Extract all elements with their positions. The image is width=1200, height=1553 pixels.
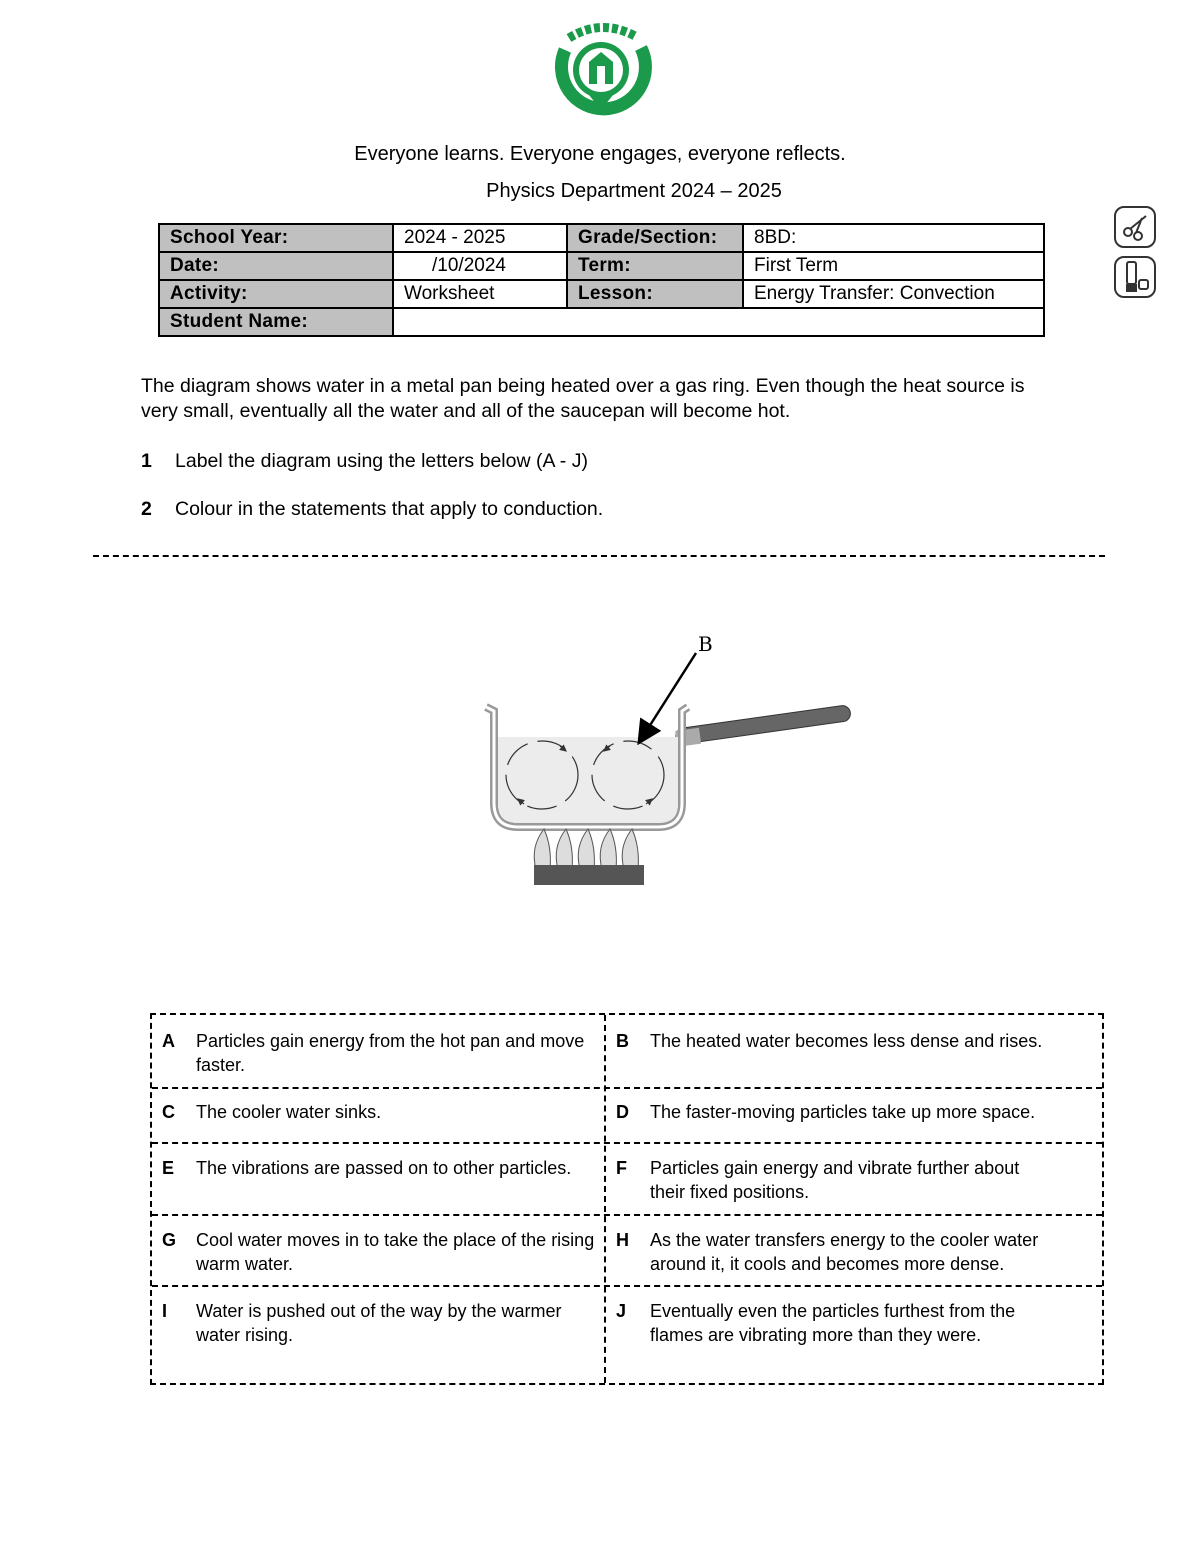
diagram-label-b: B [698, 632, 713, 656]
cut-line-row-4 [152, 1285, 1102, 1287]
card-letter: E [162, 1158, 175, 1178]
cut-line [93, 555, 1105, 557]
department-title: Physics Department 2024 – 2025 [486, 180, 782, 202]
saucepan-diagram [470, 625, 870, 895]
term-label: Term: [567, 252, 743, 280]
card-letter: D [616, 1102, 629, 1122]
student-name-field[interactable] [393, 308, 1044, 336]
student-name-label: Student Name: [159, 308, 393, 336]
card-text: The faster-moving particles take up more space. [650, 1102, 1036, 1122]
card-letter: J [616, 1301, 627, 1321]
cut-line-row-2 [152, 1142, 1102, 1144]
grade-label: Grade/Section: [567, 224, 743, 252]
card-text: Particles gain energy and vibrate further about their fixed positions. [650, 1158, 1020, 1202]
card-text: Water is pushed out of the way by the warmer water rising. [196, 1301, 562, 1345]
date-value[interactable]: /10/2024 [393, 252, 567, 280]
question-2-text: Colour in the statements that apply to conduction. [175, 498, 604, 520]
cut-line-vertical [604, 1015, 606, 1383]
card-text: The vibrations are passed on to other particles. [196, 1158, 572, 1178]
question-1-text: Label the diagram using the letters below (A - J) [175, 450, 588, 472]
date-label: Date: [159, 252, 393, 280]
cut-line-row-1 [152, 1087, 1102, 1089]
info-table [158, 223, 1045, 337]
card-text: Cool water moves in to take the place of the rising warm water. [196, 1230, 595, 1274]
intro-text: The diagram shows water in a metal pan being heated over a gas ring. Even though the heat source is very small, eventually all the water and all of the saucepan will become hot. [141, 375, 1025, 422]
scissors-glue-icon [1114, 206, 1156, 248]
card-letter: A [162, 1031, 175, 1051]
activity-label: Activity: [159, 280, 393, 308]
card-letter: I [162, 1301, 168, 1321]
school-year-value: 2024 - 2025 [393, 224, 567, 252]
glue-stick-icon [1114, 256, 1156, 298]
card-letter: B [616, 1031, 629, 1051]
question-2-number: 2 [141, 498, 152, 520]
school-logo [545, 20, 657, 130]
card-letter: C [162, 1102, 175, 1122]
cut-line-row-3 [152, 1214, 1102, 1216]
card-text: Particles gain energy from the hot pan and move faster. [196, 1031, 585, 1075]
card-text: The cooler water sinks. [196, 1102, 382, 1122]
card-text: Eventually even the particles furthest from the flames are vibrating more than they were. [650, 1301, 1016, 1345]
card-text: The heated water becomes less dense and rises. [650, 1031, 1043, 1051]
statement-cards [150, 1013, 1104, 1385]
lesson-value: Energy Transfer: Convection [743, 280, 1044, 308]
activity-value: Worksheet [393, 280, 567, 308]
term-value: First Term [743, 252, 1044, 280]
card-letter: G [162, 1230, 177, 1250]
card-text: As the water transfers energy to the cooler water around it, it cools and becomes more dense. [650, 1230, 1039, 1274]
school-motto: Everyone learns. Everyone engages, everyone reflects. [354, 143, 846, 165]
grade-value[interactable]: 8BD: [743, 224, 1044, 252]
school-year-label: School Year: [159, 224, 393, 252]
card-letter: F [616, 1158, 627, 1178]
lesson-label: Lesson: [567, 280, 743, 308]
card-letter: H [616, 1230, 629, 1250]
question-1-number: 1 [141, 450, 152, 472]
